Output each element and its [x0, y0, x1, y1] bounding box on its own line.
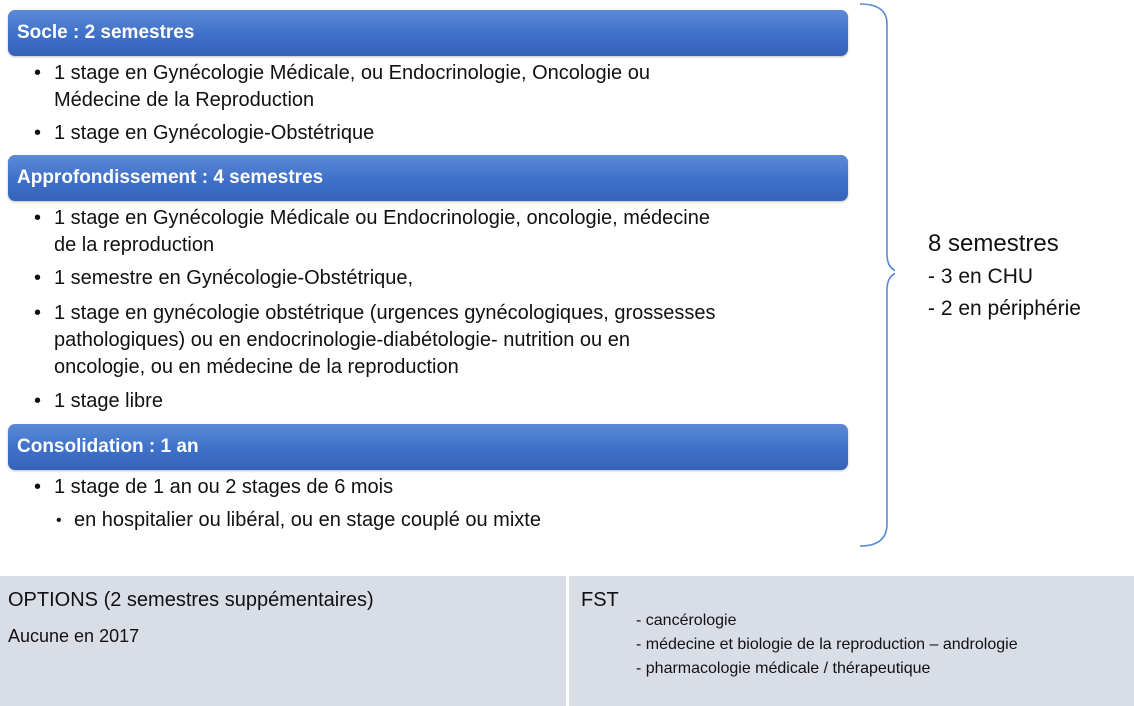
bullet-icon: •: [56, 512, 62, 529]
bullet-icon: •: [34, 267, 42, 289]
bullet-icon: •: [34, 302, 42, 324]
bullet-icon: •: [34, 390, 42, 412]
fst-item: - cancérologie: [636, 612, 737, 629]
section-header-consolidation: Consolidation : 1 an: [8, 424, 848, 470]
bullet-icon: •: [34, 122, 42, 144]
summary-line-peripherie: - 2 en périphérie: [928, 297, 1081, 320]
list-item: [34, 120, 824, 147]
options-value: Aucune en 2017: [8, 626, 140, 646]
list-item: [34, 388, 824, 415]
list-item-text: 1 semestre en Gynécologie-Obstétrique,: [54, 267, 414, 289]
list-item: [34, 474, 824, 501]
list-item-text: 1 stage libre: [54, 390, 163, 412]
summary-title: 8 semestres: [928, 230, 1059, 257]
list-item-text: 1 stage en Gynécologie Médicale ou Endocrinologie, oncologie, médecine de la reproduction: [54, 207, 710, 256]
fst-item: - pharmacologie médicale / thérapeutique: [636, 660, 931, 677]
section-header-approfondissement: Approfondissement : 4 semestres: [8, 155, 848, 201]
sub-list-item: [56, 507, 816, 534]
list-item: [34, 205, 824, 259]
fst-title: FST: [581, 589, 619, 611]
section-header-socle: Socle : 2 semestres: [8, 10, 848, 56]
curly-brace-icon: [855, 0, 895, 560]
sub-list-item-text: en hospitalier ou libéral, ou en stage couplé ou mixte: [74, 509, 541, 531]
list-item: [34, 265, 824, 292]
summary-line-chu: - 3 en CHU: [928, 265, 1034, 288]
list-item: [34, 300, 824, 381]
fst-item: - médecine et biologie de la reproduction – andrologie: [636, 636, 1018, 653]
list-item-text: 1 stage en Gynécologie-Obstétrique: [54, 122, 375, 144]
list-item-text: 1 stage en gynécologie obstétrique (urgences gynécologiques, grossesses pathologiques) ou en endocrinologie-diabétologie- nutrition ou en oncologie, ou en médecine de la reproduction: [54, 302, 716, 378]
list-item-text: 1 stage de 1 an ou 2 stages de 6 mois: [54, 476, 394, 498]
list-item-text: 1 stage en Gynécologie Médicale, ou Endocrinologie, Oncologie ou Médecine de la Reproduction: [54, 62, 650, 111]
bullet-icon: •: [34, 476, 42, 498]
bullet-icon: •: [34, 62, 42, 84]
bullet-icon: •: [34, 207, 42, 229]
list-item: [34, 60, 824, 114]
options-title: OPTIONS (2 semestres suppémentaires): [8, 589, 374, 611]
